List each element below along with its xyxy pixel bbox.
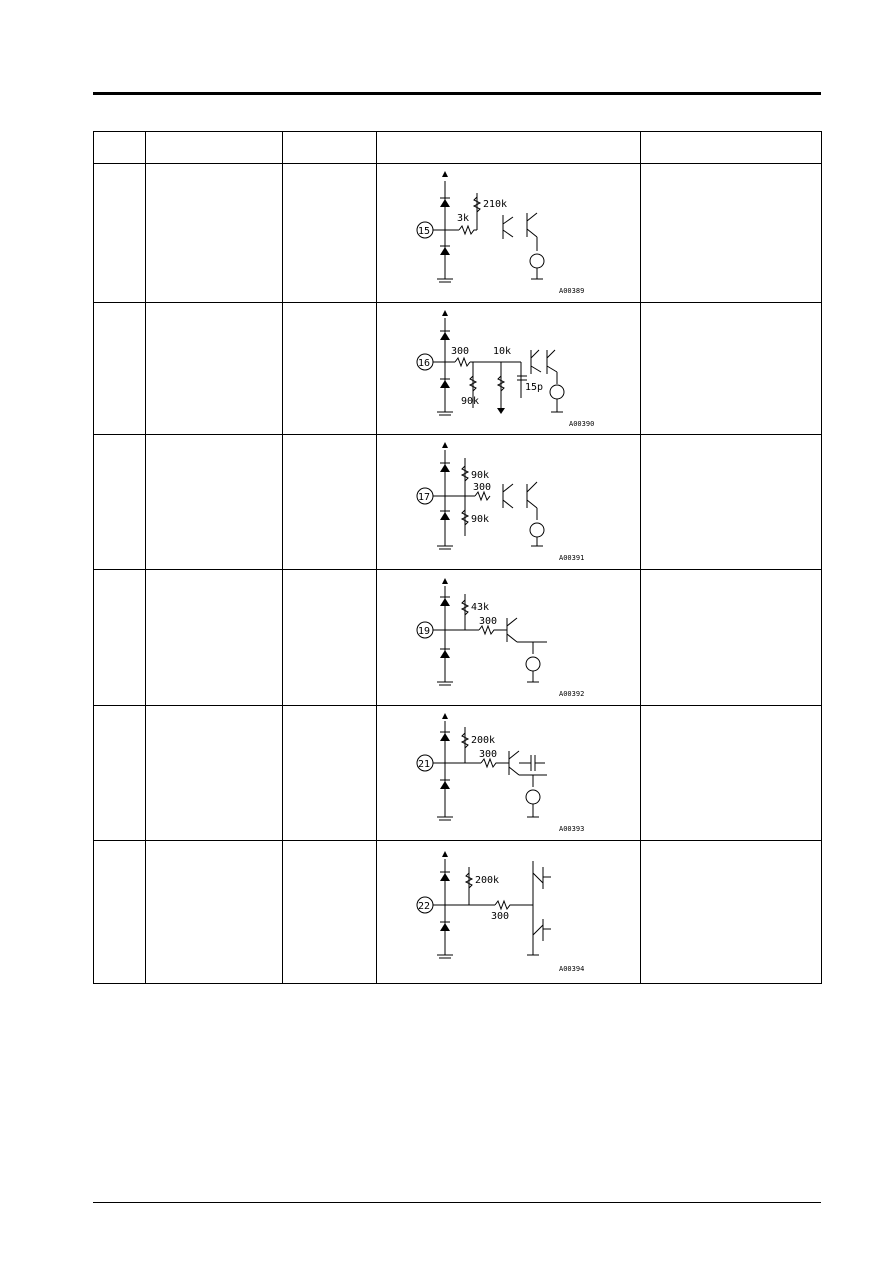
diagram-code: A00392 [558,689,584,698]
diagram-code: A00389 [558,287,584,295]
pin-number: 21 [417,759,430,770]
pin-equivalent-circuit-table [93,131,822,984]
footer-rule [93,1202,821,1203]
header-rule [93,92,821,95]
pin-number: 15 [417,226,430,237]
cell [641,706,822,841]
resistor-label: 300 [478,749,497,760]
equivalent-circuit-diagram [409,169,609,297]
resistor-label: 200k [474,875,499,886]
cell [146,435,283,570]
cell [94,841,146,984]
header-cell [377,132,641,164]
pin-number: 17 [417,492,430,503]
table-row [94,570,822,706]
resistor-label: 90k [470,470,489,481]
equivalent-circuit-diagram [409,576,609,700]
cell [641,570,822,706]
circuit-cell [377,570,641,706]
resistor-label: 90k [460,395,479,407]
header-cell [146,132,283,164]
resistor-label: 200k [470,735,495,746]
capacitor-label: 15p [524,381,543,393]
cell [146,570,283,706]
header-cell [283,132,377,164]
circuit-cell [377,841,641,984]
equivalent-circuit-diagram [409,711,609,835]
cell [146,706,283,841]
diagram-code: A00390 [568,419,594,428]
header-cell [94,132,146,164]
cell [641,841,822,984]
resistor-label: 300 [472,482,491,493]
resistor-label: 3k [456,213,469,224]
cell [94,435,146,570]
equivalent-circuit-diagram [409,847,609,977]
resistor-label: 43k [470,601,489,613]
resistor-label: 300 [490,911,509,922]
cell [94,570,146,706]
cell [283,841,377,984]
table-row [94,164,822,303]
cell [146,303,283,435]
diagram-code: A00391 [558,554,584,562]
cell [146,164,283,303]
table-header-row [94,132,822,164]
table-row [94,303,822,435]
cell [641,303,822,435]
table-row [94,841,822,984]
cell [283,303,377,435]
resistor-label: 90k [470,514,489,525]
cell [94,164,146,303]
diagram-code: A00394 [558,965,584,973]
cell [283,164,377,303]
cell [94,303,146,435]
table-row [94,706,822,841]
cell [146,841,283,984]
resistor-label: 10k [492,345,511,357]
circuit-cell [377,435,641,570]
header-cell [641,132,822,164]
cell [94,706,146,841]
cell [283,435,377,570]
pin-number: 19 [417,625,430,637]
circuit-cell [377,303,641,435]
equivalent-circuit-diagram [409,308,609,430]
diagram-code: A00393 [558,825,584,833]
resistor-label: 300 [450,345,469,357]
circuit-cell [377,706,641,841]
resistor-label: 210k [482,199,507,210]
cell [641,164,822,303]
pin-number: 16 [417,357,430,369]
cell [283,570,377,706]
pin-number: 22 [417,901,430,912]
cell [641,435,822,570]
cell [283,706,377,841]
table-row [94,435,822,570]
resistor-label: 300 [478,615,497,627]
equivalent-circuit-diagram [409,440,609,564]
circuit-cell [377,164,641,303]
